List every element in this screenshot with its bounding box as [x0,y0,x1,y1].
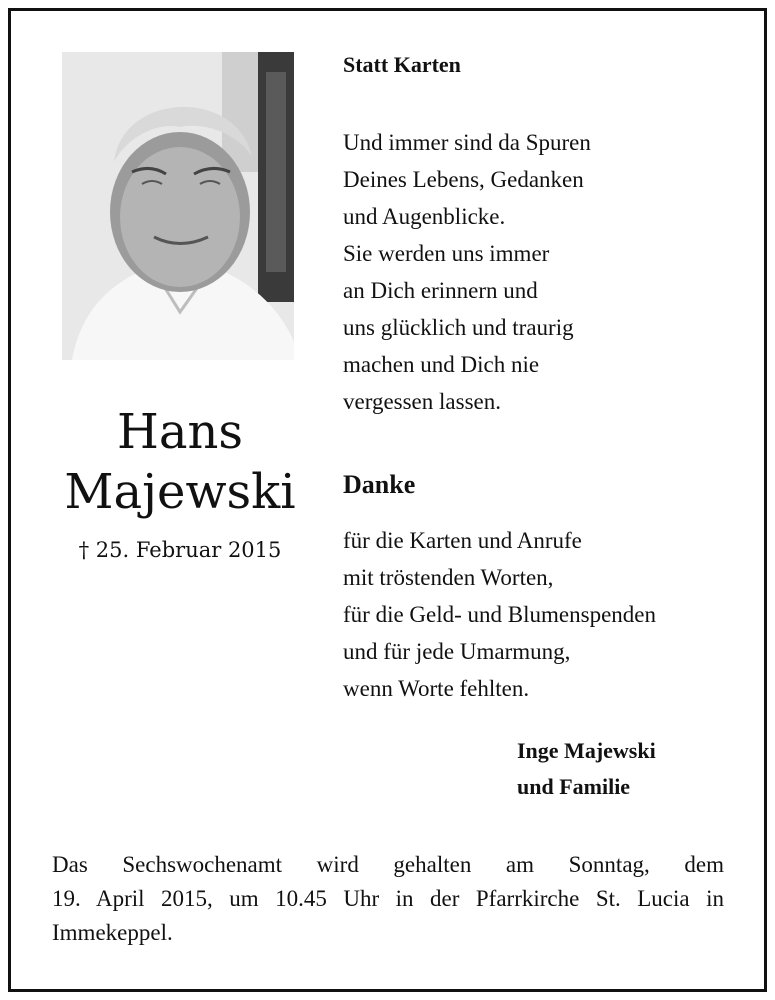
poem-line: machen und Dich nie [343,352,540,377]
poem-line: und Augenblicke. [343,204,506,229]
portrait-illustration [62,52,294,360]
first-name: Hans [116,404,244,460]
signature [517,733,656,805]
danke-heading: Danke [343,470,416,499]
thanks-line: und für jede Umarmung, [343,639,571,664]
thanks-line: wenn Worte fehlten. [343,676,530,701]
poem-line: vergessen lassen. [343,389,501,414]
poem-line: Sie werden uns immer [343,241,550,266]
statt-karten-heading: Statt Karten [343,52,461,77]
poem-line: Deines Lebens, Gedanken [343,167,584,192]
thanks-line: für die Karten und Anrufe [343,528,582,553]
service-notice [52,848,724,950]
notice-line: 19. April 2015, um 10.45 Uhr in der Pfarrkirche St. Lucia in [52,886,724,911]
signature-line: Inge Majewski [517,738,656,763]
thanks-line: für die Geld- und Blumenspenden [343,602,656,627]
notice-line: Immekeppel. [52,920,173,945]
death-date: † 25. Februar 2015 [78,538,282,562]
poem-line: an Dich erinnern und [343,278,538,303]
last-name: Majewski [64,464,296,520]
deceased-name [40,402,320,522]
notice-line: Das Sechswochenamt wird gehalten am Sonntag, dem [52,852,724,877]
signature-line: und Familie [517,774,631,799]
poem [343,124,743,420]
poem-line: Und immer sind da Spuren [343,130,591,155]
portrait-photo [62,52,294,360]
thanks-text [343,522,743,707]
thanks-line: mit tröstenden Worten, [343,565,554,590]
poem-line: uns glücklich und traurig [343,315,574,340]
